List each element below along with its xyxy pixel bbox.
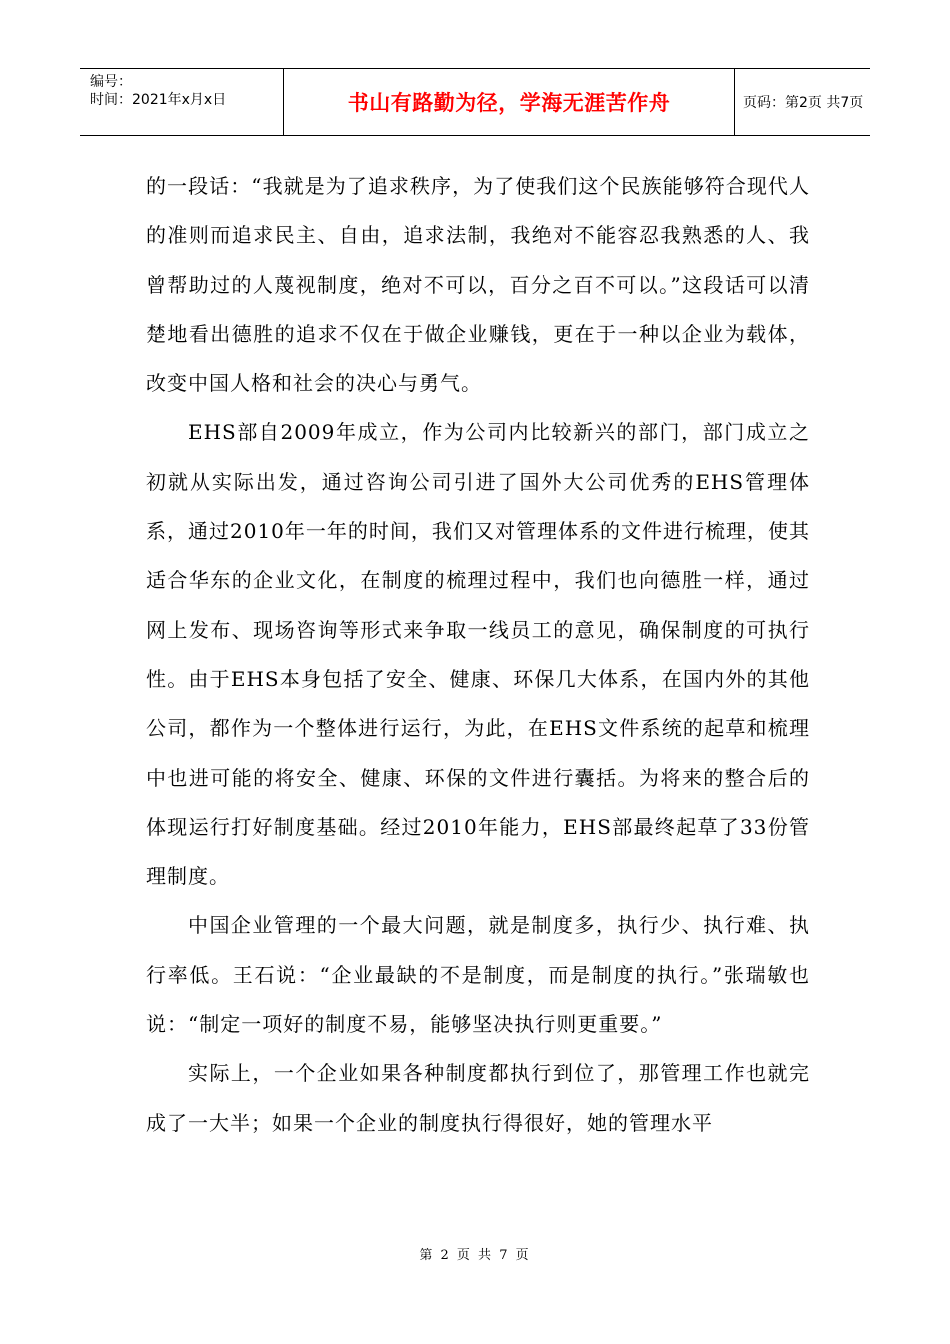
page-header	[80, 68, 870, 136]
paragraph-1: 的一段话：“我就是为了追求秩序，为了使我们这个民族能够符合现代人的准则而追求民主、自由，追求法制，我绝对不能容忍我熟悉的人、我曾帮助过的人蔑视制度，绝对不可以，百分之百不可以。”这段话可以清楚地看出德胜的追求不仅在于做企业赚钱，更在于一种以企业为载体，改变中国人格和社会的决心与勇气。	[146, 174, 810, 396]
paragraph-2: EHS部自2009年成立，作为公司内比较新兴的部门，部门成立之初就从实际出发，通过咨询公司引进了国外大公司优秀的EHS管理体系，通过2010年一年的时间，我们又对管理体系的文件进行梳理，使其适合华东的企业文化，在制度的梳理过程中，我们也向德胜一样，通过网上发布、现场咨询等形式来争取一线员工的意见，确保制度的可执行性。由于EHS本身包括了安全、健康、环保几大体系，在国内外的其他公司，都作为一个整体进行运行，为此，在EHS文件系统的起草和梳理中也进可能的将安全、健康、环保的文件进行囊括。为将来的整合后的体现运行打好制度基础。经过2010年能力，EHS部最终起草了33份管理制度。	[146, 420, 810, 889]
paragraph-4: 实际上，一个企业如果各种制度都执行到位了，那管理工作也就完成了一大半；如果一个企业的制度执行得很好，她的管理水平	[146, 1061, 810, 1135]
page-footer: 第 2 页 共 7 页	[419, 1248, 531, 1263]
date-label: 时间：2021年x月x日	[90, 92, 227, 108]
page-code: 页码：第2页 共7页	[743, 95, 864, 111]
number-label: 编号：	[90, 74, 132, 90]
motto-text: 书山有路勤为径，学海无涯苦作舟	[347, 91, 671, 115]
document-body	[146, 162, 810, 1148]
header-motto-cell	[283, 69, 735, 135]
paragraph-3: 中国企业管理的一个最大问题，就是制度多，执行少、执行难、执行率低。王石说：“企业最缺的不是制度，而是制度的执行。”张瑞敏也说：“制定一项好的制度不易，能够坚决执行则更重要。”	[146, 913, 810, 1037]
header-meta	[80, 69, 283, 135]
